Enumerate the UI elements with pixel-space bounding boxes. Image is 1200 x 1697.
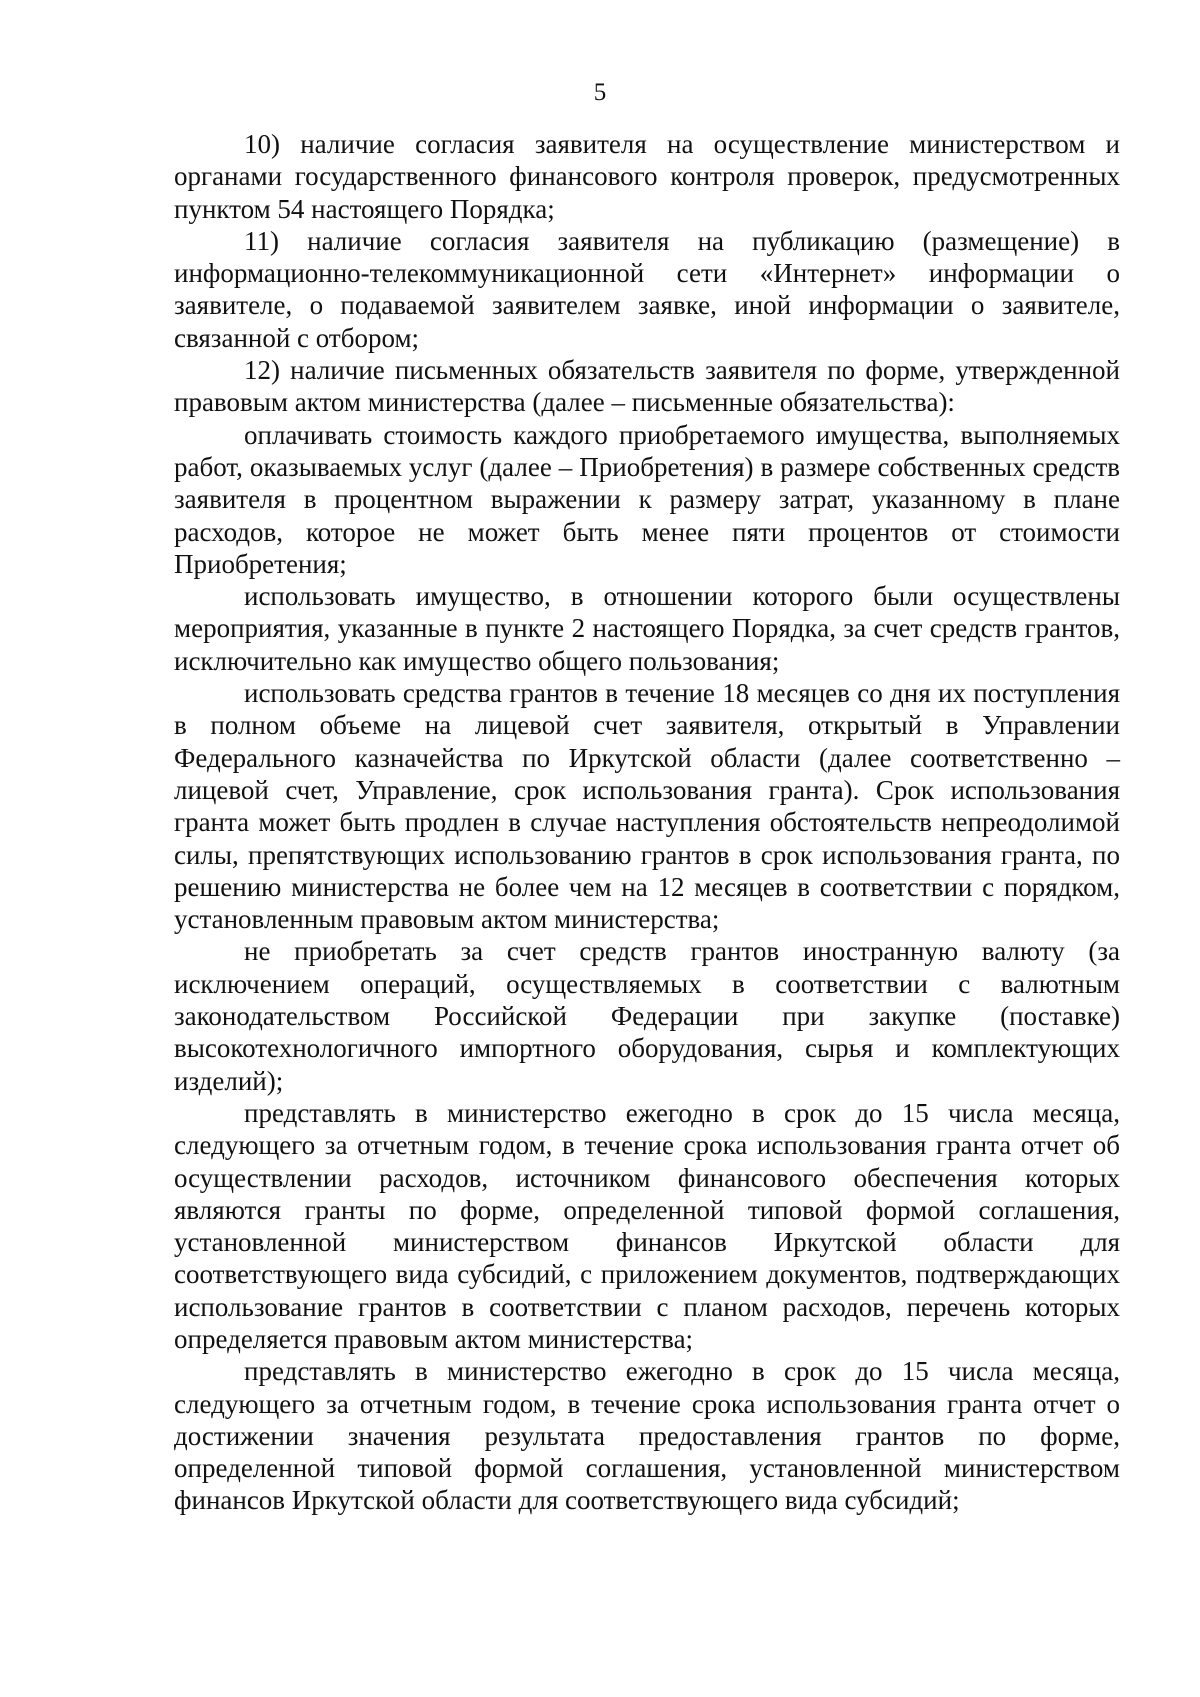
document-body [174,128,1120,1517]
paragraph-obligation-payment: оплачивать стоимость каждого приобретаемого имущества, выполняемых работ, оказываемых услуг (далее – Приобретения) в размере собственных средств заявителя в процентном выражении к размеру затрат, указанному в плане расходов, которое не может быть менее пяти процентов от стоимости Приобретения; [174,419,1120,579]
paragraph-item-12: 12) наличие письменных обязательств заявителя по форме, утвержденной правовым актом министерства (далее – письменные обязательства): [174,355,1120,418]
page-number: 5 [593,79,607,106]
paragraph-obligation-expense-report: представлять в министерство ежегодно в срок до 15 числа месяца, следующего за отчетным годом, в течение срока использования гранта отчет об осуществлении расходов, источником финансового обеспечения которых являются гранты по форме, определенной типовой формой соглашения, установленной министерством финансов Иркутской области для соответствующего вида субсидий, с приложением документов, подтверждающих использование грантов в соответствии с планом расходов, перечень которых определяется правовым актом министерства; [174,1097,1120,1354]
paragraph-obligation-result-report: представлять в министерство ежегодно в срок до 15 числа месяца, следующего за отчетным годом, в течение срока использования гранта отчет о достижении значения результата предоставления грантов по форме, определенной типовой формой соглашения, установленной министерством финансов Иркутской области для соответствующего вида субсидий; [174,1356,1120,1516]
paragraph-obligation-no-currency: не приобретать за счет средств грантов иностранную валюту (за исключением операций, осуществляемых в соответствии с валютным законодательством Российской Федерации при закупке (поставке) высокотехнологичного импортного оборудования, сырья и комплектующих изделий); [174,936,1120,1096]
paragraph-item-11: 11) наличие согласия заявителя на публикацию (размещение) в информационно-телекоммуникационной сети «Интернет» информации о заявителе, о подаваемой заявителем заявке, иной информации о заявителе, связанной с отбором; [174,225,1120,353]
paragraph-item-10: 10) наличие согласия заявителя на осуществление министерством и органами государственного финансового контроля проверок, предусмотренных пунктом 54 настоящего Порядка; [174,129,1120,224]
paragraph-obligation-property-use: использовать имущество, в отношении которого были осуществлены мероприятия, указанные в пункте 2 настоящего Порядка, за счет средств грантов, исключительно как имущество общего пользования; [174,581,1120,676]
paragraph-obligation-grant-term: использовать средства грантов в течение 18 месяцев со дня их поступления в полном объеме на лицевой счет заявителя, открытый в Управлении Федерального казначейства по Иркутской области (далее соответственно – лицевой счет, Управление, срок использования гранта). Срок использования гранта может быть продлен в случае наступления обстоятельств непреодолимой силы, препятствующих использованию грантов в срок использования гранта, по решению министерства не более чем на 12 месяцев в соответствии с порядком, установленным правовым актом министерства; [174,678,1120,935]
